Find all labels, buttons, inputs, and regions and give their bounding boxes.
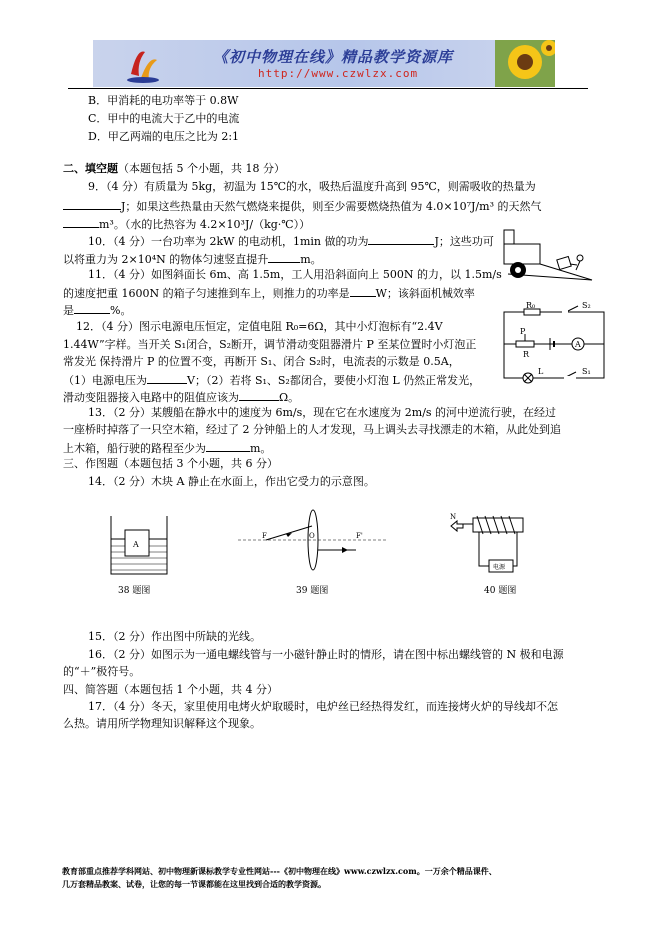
q15-text: 15．（2 分）作出图中所缺的光线。 — [88, 630, 261, 643]
q12-blank2[interactable] — [239, 389, 279, 401]
q11-blank2[interactable] — [74, 302, 110, 314]
circuit-figure — [498, 301, 610, 384]
q17-line2: 么热。请用所学物理知识解释这个现象。 — [63, 717, 261, 730]
q12-line2: 1.44W”字样。当开关 S₁闭合，S₂断开，调节滑动变阻器滑片 P 至某位置时小灯泡正 — [63, 338, 477, 351]
q10-line1 — [88, 233, 494, 249]
q9-line3-text: m³。（水的比热容为 4.2×10³J/（kg·℃）） — [99, 218, 311, 231]
circuit-label-r0: R₀ — [526, 301, 536, 310]
q11-line1: 11．（4 分）如图斜面长 6m、高 1.5m，工人用沿斜面向上 500N 的力，以 1.5m/s — [88, 268, 502, 281]
circuit-label-p: P — [520, 327, 526, 336]
q12-line3: 常发光 保持滑片 P 的位置不变，再断开 S₁、闭合 S₂时，电流表的示数是 0.5A， — [63, 355, 460, 368]
q11-line3 — [63, 302, 131, 318]
q9-line3 — [63, 216, 310, 232]
circuit-label-s2: S₂ — [582, 301, 591, 310]
circuit-label-r: R — [523, 350, 530, 359]
q9-line2 — [63, 198, 541, 214]
q16-line1: 16．（2 分）如图示为一通电螺线管与一小磁针静止时的情形，请在图中标出螺线管的 N 极和电源 — [88, 648, 564, 661]
option-c: C．甲中的电流大于乙中的电流 — [88, 112, 240, 125]
header-banner — [93, 40, 555, 87]
section2-heading — [63, 162, 285, 176]
q10-blank1[interactable] — [368, 233, 434, 245]
fig39-caption: 39 题图 — [296, 586, 329, 596]
section2-title: 二、填空题 — [63, 162, 118, 175]
fig40-label-n: N — [450, 513, 457, 521]
section4-heading: 四、简答题（本题包括 1 个小题，共 4 分） — [63, 683, 278, 696]
q9-blank1[interactable] — [63, 198, 121, 210]
q11-text3: 是 — [63, 304, 74, 317]
fig39-label-o: O — [309, 532, 315, 540]
banner-url: http://www.czwlzx.com — [258, 67, 419, 80]
fig39-label-f-left: F — [262, 532, 267, 540]
fig40-caption: 40 题图 — [484, 586, 517, 596]
q14-text: 14．（2 分）木块 A 静止在水面上，作出它受力的示意图。 — [88, 475, 375, 488]
fig38-water-tank — [109, 514, 169, 576]
header-divider — [68, 88, 588, 89]
circuit-label-s1: S₁ — [582, 367, 591, 376]
circuit-label-a: A — [575, 340, 581, 349]
q16-line2: 的“＋”极符号。 — [63, 665, 141, 678]
q10-text4: m。 — [300, 253, 322, 266]
q9-line1: 9．（4 分）有质量为 5kg，初温为 15℃的水，吸热后温度升高到 95℃，则需吸收的热量为 — [88, 180, 536, 193]
fig38-block-label: A — [133, 540, 139, 549]
section2-note: （本题包括 5 个小题，共 18 分） — [118, 162, 285, 175]
circuit-label-l: L — [538, 367, 544, 376]
q13-line1: 13．（2 分）某艘船在静水中的速度为 6m/s，现在它在水速度为 2m/s 的河中逆流行驶，在经过 — [88, 406, 557, 419]
q12-text4: Ω。 — [279, 391, 300, 404]
fig39-lens — [238, 508, 388, 572]
q12-line4 — [63, 372, 480, 388]
fig40-solenoid — [449, 512, 549, 576]
q12-blank1[interactable] — [147, 372, 187, 384]
q13-blank1[interactable] — [206, 440, 250, 452]
footer-line2: 几万套精品教案、试卷，让您的每一节课都能在这里找到合适的教学资源。 — [62, 879, 326, 889]
fig39-label-f-right: F' — [356, 532, 363, 540]
q17-line1: 17．（4 分）冬天，家里使用电烤火炉取暖时，电炉丝已经热得发红，而连接烤火炉的导线却不怎 — [88, 700, 558, 713]
option-b: B．甲消耗的电功率等于 0.8W — [88, 94, 239, 107]
q12-text3: 滑动变阻器接入电路中的阻值应该为 — [63, 391, 239, 404]
q12-line5 — [63, 389, 299, 405]
fig40-power-label: 电源 — [493, 564, 506, 571]
option-d: D．甲乙两端的电压之比为 2:1 — [88, 130, 240, 143]
q11-line2 — [63, 285, 475, 301]
incline-truck-figure — [500, 228, 595, 283]
q12-text2: V；（2）若将 S₁、S₂都闭合，要使小灯泡 L 仍然正常发光， — [187, 374, 481, 387]
q11-text2: W；该斜面机械效率 — [375, 287, 475, 300]
q11-text4: %。 — [110, 304, 132, 317]
q9-blank2[interactable] — [63, 216, 99, 228]
q13-text1: 上木箱，船行驶的路程至少为 — [63, 442, 206, 455]
q10-text3: 以将重力为 2×10⁴N 的物体匀速竖直提升 — [63, 253, 269, 266]
site-logo — [123, 44, 163, 84]
q10-text2: J；这些功可 — [434, 235, 494, 248]
section3-heading: 三、作图题（本题包括 3 个小题，共 6 分） — [63, 457, 278, 470]
q10-blank2[interactable] — [268, 251, 300, 263]
fig38-caption: 38 题图 — [118, 586, 151, 596]
sunflower-image — [495, 40, 555, 87]
q13-line2: 一座桥时掉落了一只空木箱，经过了 2 分钟船上的人才发现，马上调头去寻找漂走的木箱，从此处到追 — [63, 423, 561, 436]
q10-text1: 10．（4 分）一台功率为 2kW 的电动机，1min 做的功为 — [88, 235, 369, 248]
footer-line1: 教育部重点推荐学科网站、初中物理新课标教学专业性网站---《初中物理在线》www.czwlzx.com。一万余个精品课件、 — [62, 866, 497, 876]
q12-line1: 12．（4 分）图示电源电压恒定，定值电阻 R₀=6Ω，其中小灯泡标有“2.4V — [76, 320, 443, 333]
q11-blank1[interactable] — [350, 285, 376, 297]
banner-title: 《初中物理在线》精品教学资源库 — [213, 48, 454, 66]
q11-text1: 的速度把重 1600N 的箱子匀速推到车上，则推力的功率是 — [63, 287, 350, 300]
q13-line3 — [63, 440, 271, 456]
q10-line2 — [63, 251, 322, 267]
q13-text2: m。 — [250, 442, 272, 455]
q12-text1: （1）电源电压为 — [63, 374, 147, 387]
q9-line2-text: J；如果这些热量由天然气燃烧来提供，则至少需要燃烧热值为 4.0×10⁷J/m³ 的天然气 — [121, 200, 542, 213]
